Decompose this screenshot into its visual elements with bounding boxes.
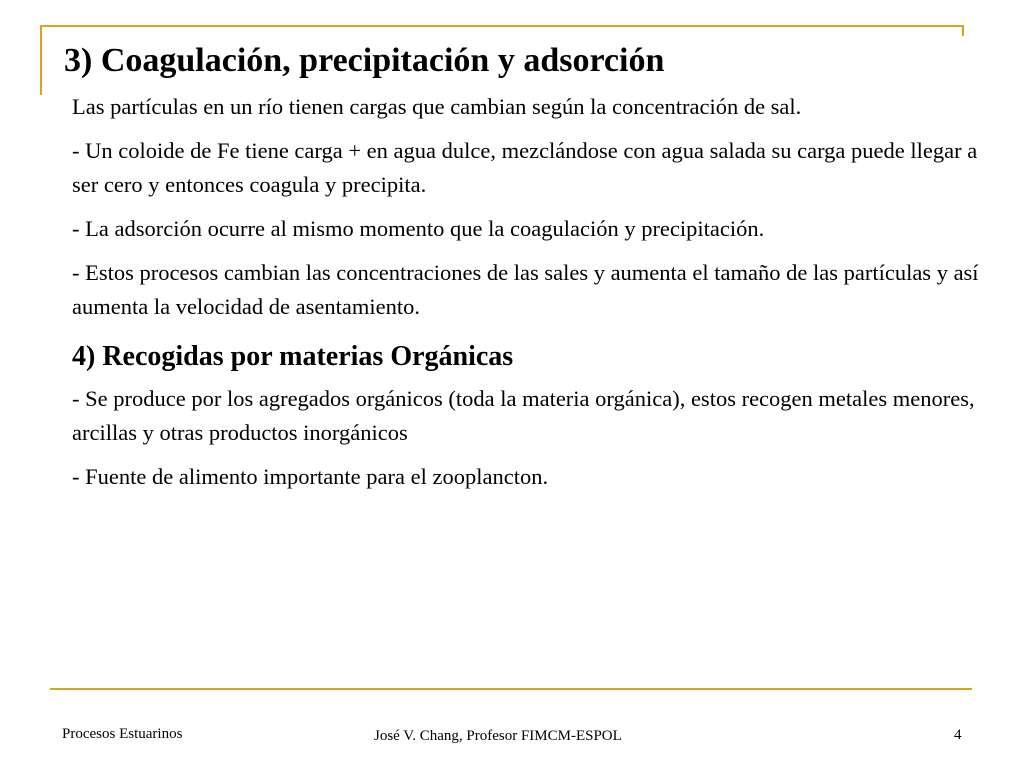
paragraph-zooplankton: - Fuente de alimento importante para el zooplancton.: [72, 464, 549, 489]
paragraph-organic-aggregates: - Se produce por los agregados orgánicos (toda la materia orgánica), estos recogen metales menores, arcillas y otras productos inorgánicos: [72, 386, 975, 445]
right-decorative-rule: [962, 25, 964, 36]
bottom-decorative-rule: [50, 688, 972, 690]
paragraph-fe-colloid: - Un coloide de Fe tiene carga + en agua dulce, mezclándose con agua salada su carga puede llegar a ser cero y entonces coagula y precipita.: [72, 138, 978, 197]
footer-page-number: 4: [954, 727, 962, 743]
top-decorative-rule: [40, 25, 964, 27]
paragraph-charges: Las partículas en un río tienen cargas que cambian según la concentración de sal.: [72, 94, 802, 119]
section-heading-organic: 4) Recogidas por materias Orgánicas: [72, 341, 514, 372]
footer-course-name: Procesos Estuarinos: [62, 726, 183, 742]
paragraph-adsorption: - La adsorción ocurre al mismo momento que la coagulación y precipitación.: [72, 216, 765, 241]
footer-author: José V. Chang, Profesor FIMCM-ESPOL: [374, 728, 622, 744]
left-decorative-rule: [40, 25, 42, 95]
slide-title: 3) Coagulación, precipitación y adsorción: [64, 42, 665, 79]
slide-body: [72, 90, 982, 504]
paragraph-processes: - Estos procesos cambian las concentraciones de las sales y aumenta el tamaño de las partículas y así aumenta la velocidad de asentamiento.: [72, 260, 979, 319]
